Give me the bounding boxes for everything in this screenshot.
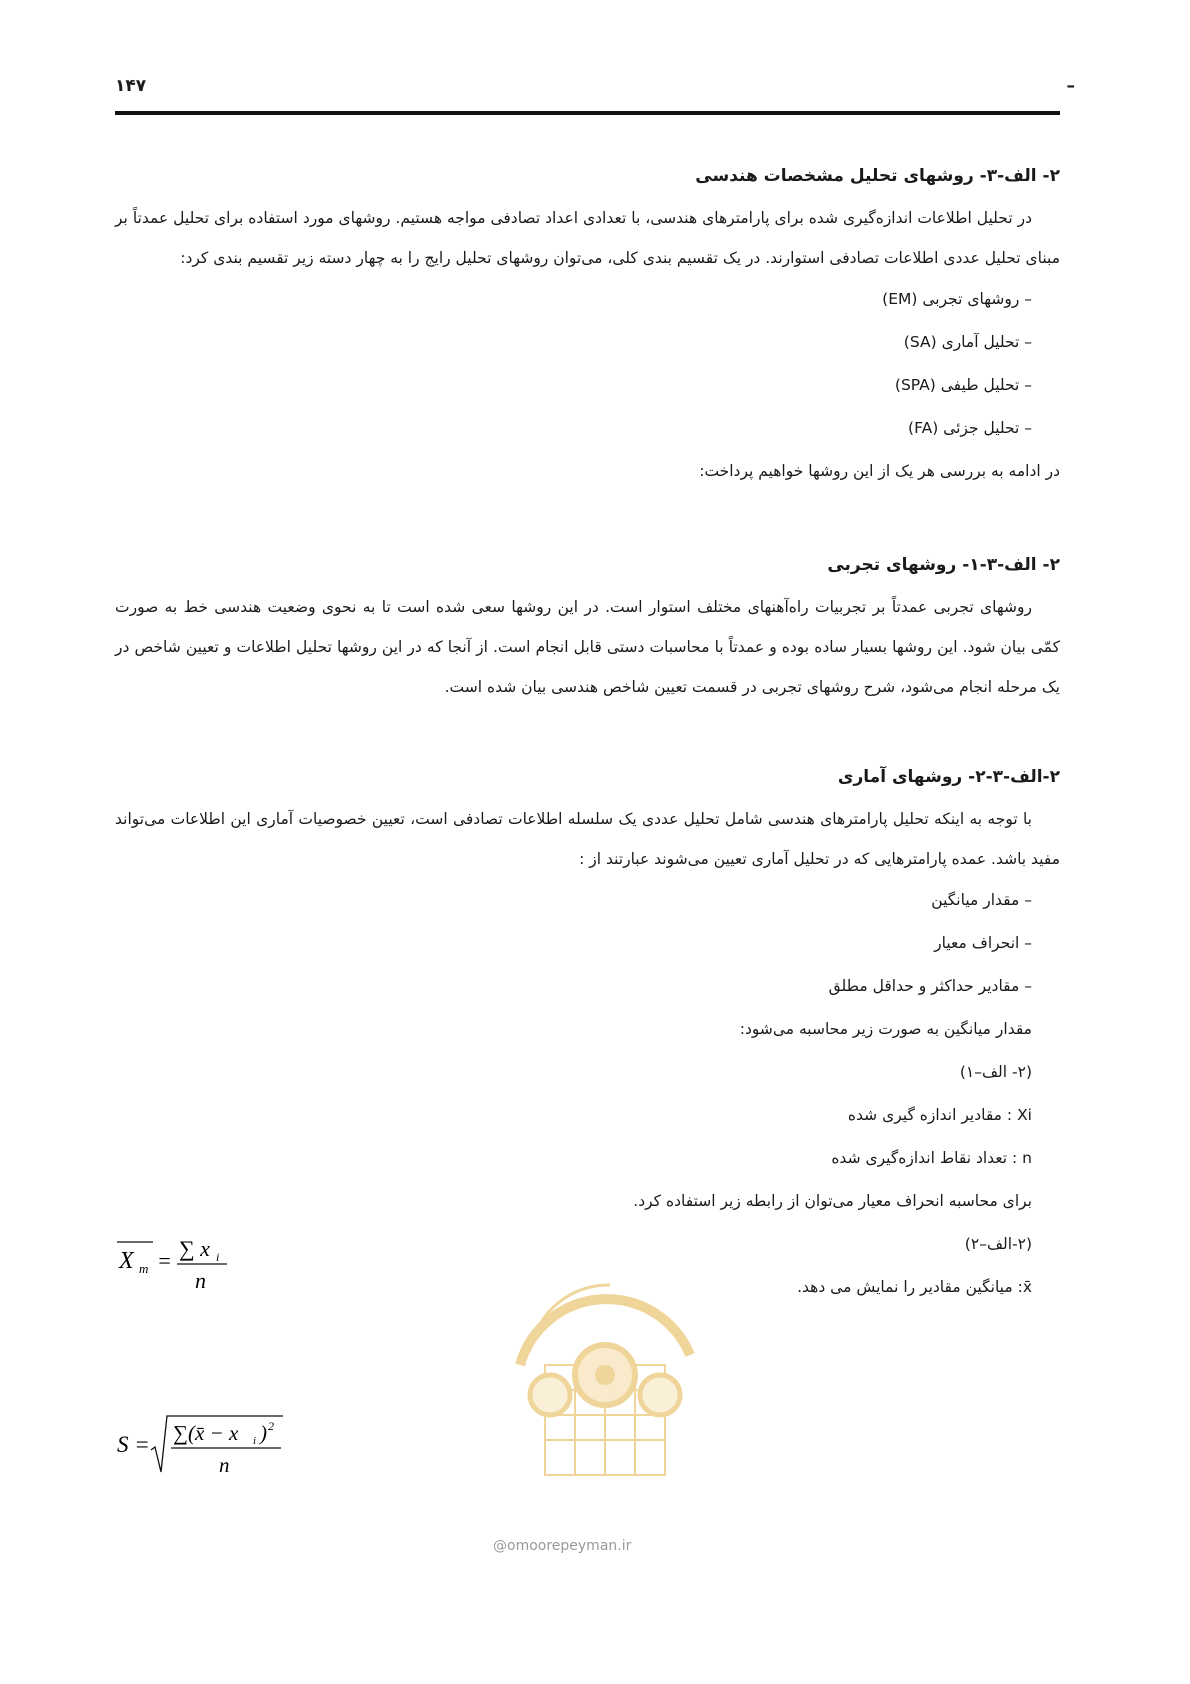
formula-denominator: n xyxy=(219,1453,230,1477)
section-paragraph: با توجه به اینکه تحلیل پارامترهای هندسی شامل تحلیل عددی یک سلسله اطلاعات تصادفی است، تعیین خصوصیات آماری این اطلاعات می‌تواند مفید باشد. عمده پارامترهایی که در تحلیل آماری تعیین می‌شوند عبارتند از : xyxy=(115,810,1060,868)
list-item: – انحراف معیار xyxy=(934,934,1032,952)
document-body xyxy=(115,160,1060,1309)
page-number: ۱۴۷ xyxy=(115,76,147,96)
svg-text:=: = xyxy=(157,1248,172,1273)
list-item: – مقادیر حداکثر و حداقل مطلق xyxy=(828,977,1032,995)
watermark-logo xyxy=(490,1255,720,1500)
formula-numerator-sub: i xyxy=(216,1250,220,1264)
mean-formula-svg xyxy=(115,1238,255,1298)
formula-numerator-close: ) xyxy=(260,1421,267,1445)
list-item: – مقدار میانگین xyxy=(931,891,1032,909)
section-paragraph: روشهای تجربی عمدتاً بر تجربیات راه‌آهنهای مختلف استوار است. در این روشها سعی شده است تا به نحوی وضعیت هندسی خط به صورت کمّی بیان شود. این روشها بسیار ساده بوده و عمدتاً با محاسبات دستی قابل انجام است. از آنجا که در این روشها تحلیل اطلاعات و تعیین شاخص در یک مرحله انجام می‌شود، شرح روشهای تجربی در قسمت تعیین شاخص هندسی بیان شده است. xyxy=(115,598,1060,696)
std-dev-formula xyxy=(115,1410,285,1486)
n-definition: n : تعداد نقاط اندازه‌گیری شده xyxy=(831,1149,1032,1167)
sd-intro: برای محاسبه انحراف معیار می‌توان از رابطه زیر استفاده کرد. xyxy=(633,1192,1032,1210)
header-rule xyxy=(115,111,1060,115)
formula-numerator: ∑ x xyxy=(179,1238,210,1261)
methods-list xyxy=(115,278,1060,450)
list-item: – تحلیل جزئی (FA) xyxy=(908,419,1032,437)
xi-definition: Xi : مقادیر اندازه گیری شده xyxy=(847,1106,1032,1124)
equation-label: (۲- الف–۱) xyxy=(959,1063,1032,1081)
section-heading-empirical: ۲- الف-۳-۱- روشهای تجربی xyxy=(827,555,1060,575)
parameters-list xyxy=(115,879,1060,1008)
formula-numerator-sub: i xyxy=(253,1435,257,1447)
section-heading-analysis-methods: ۲- الف-۳- روشهای تحلیل مشخصات هندسی xyxy=(695,166,1060,186)
mean-formula xyxy=(115,1238,255,1304)
xbar-definition: x̄: میانگین مقادیر را نمایش می دهد. xyxy=(797,1278,1032,1296)
formula-numerator: ∑(x̄ − x xyxy=(173,1421,239,1445)
formula-numerator-sup: 2 xyxy=(268,1419,274,1433)
list-item: – روشهای تجربی (EM) xyxy=(882,290,1032,308)
formula-denominator: n xyxy=(195,1268,206,1293)
list-item: – تحلیل آماری (SA) xyxy=(903,333,1032,351)
formula-lhs: X xyxy=(119,1248,134,1274)
watermark-site: @omoorepeyman.ir xyxy=(493,1538,632,1554)
std-dev-formula-svg xyxy=(115,1410,285,1480)
mean-intro: مقدار میانگین به صورت زیر محاسبه می‌شود: xyxy=(739,1020,1032,1038)
section-heading-statistical: ۲-الف-۳-۲- روشهای آماری xyxy=(837,767,1060,787)
header-dash: – xyxy=(1066,76,1075,96)
watermark-emblem-icon xyxy=(490,1255,720,1500)
list-item: – تحلیل طیفی (SPA) xyxy=(894,376,1032,394)
formula-lhs: S = xyxy=(117,1432,150,1457)
section-paragraph: در تحلیل اطلاعات اندازه‌گیری شده برای پارامترهای هندسی، با تعدادی اعداد تصادفی مواجه هستیم. روشهای مورد استفاده برای تحلیل عمدتاً بر مبنای تحلیل عددی اطلاعات تصادفی استوارند. در یک تقسیم بندی کلی، می‌توان روشهای تحلیل رایج را به چهار دسته زیر تقسیم بندی کرد: xyxy=(115,209,1060,267)
formula-lhs-sub: m xyxy=(139,1261,149,1276)
section-transition: در ادامه به بررسی هر یک از این روشها خواهیم پرداخت: xyxy=(699,462,1060,480)
equation-label: (۲-الف–۲) xyxy=(964,1235,1032,1253)
